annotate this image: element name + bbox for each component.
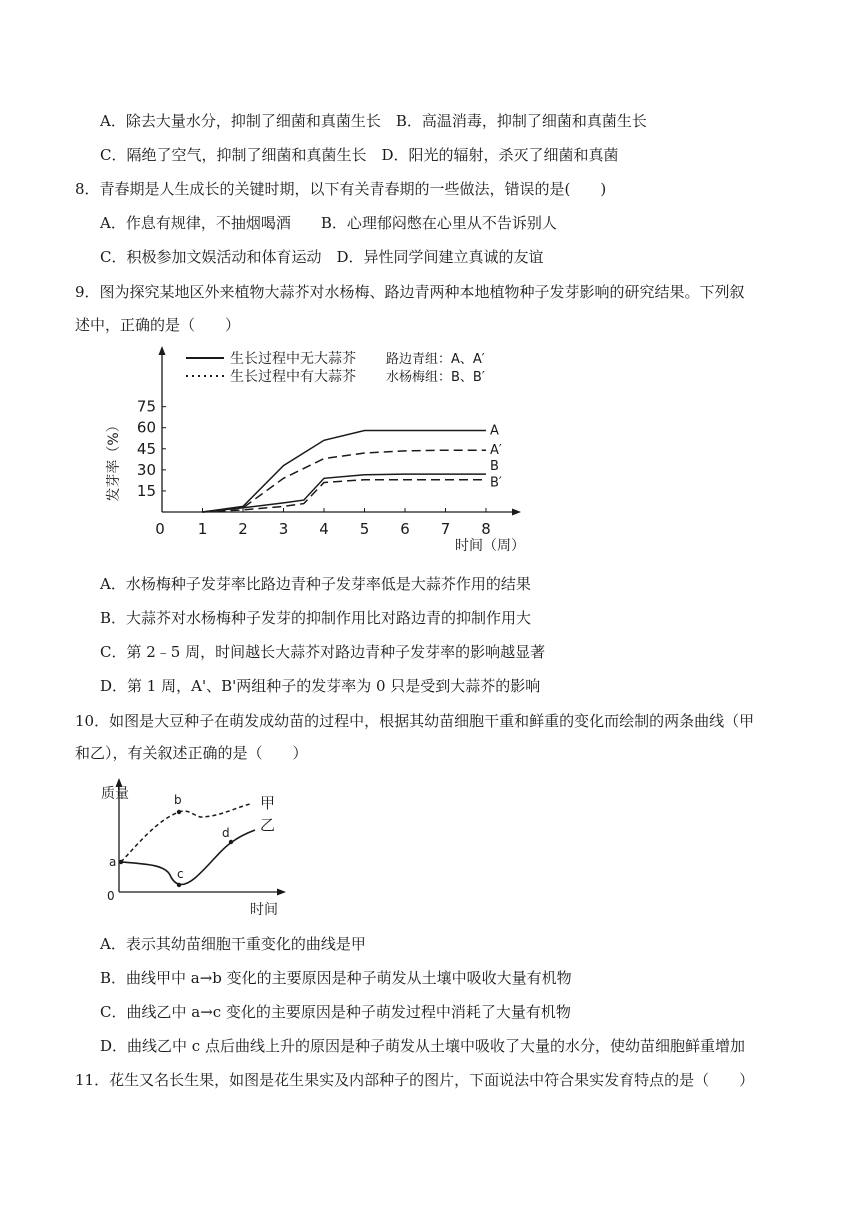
q9-option-a: A．水杨梅种子发芽率比路边青种子发芽率低是大蒜芥作用的结果	[100, 575, 531, 593]
q11-stem: 11．花生又名长生果，如图是花生果实及内部种子的图片，下面说法中符合果实发育特点的是（ ）	[75, 1071, 755, 1089]
point-b-marker	[177, 810, 181, 814]
y-tick-label: 30	[136, 460, 156, 479]
q9-option-d: D．第 1 周，A'、B'两组种子的发芽率为 0 只是受到大蒜芥的影响	[100, 677, 541, 695]
chart2-ylabel-1: 质量	[101, 786, 129, 802]
chart-ticks	[137, 398, 491, 538]
series-line-1	[203, 450, 487, 512]
legend-group-b: 水杨梅组：B、B′	[386, 370, 485, 385]
x-tick-label: 1	[197, 520, 208, 538]
legend-group-a: 路边青组：A、A′	[386, 352, 485, 367]
y-tick-label: 60	[136, 418, 156, 437]
series-label-1: A′	[490, 443, 502, 459]
chart-legend	[186, 350, 485, 385]
point-a-label: a	[109, 855, 117, 869]
point-b-label: b	[174, 793, 182, 807]
curve-jia-label: 甲	[260, 794, 276, 812]
y-tick-label: 75	[136, 397, 156, 416]
q10-stem-line1: 10．如图是大豆种子在萌发成幼苗的过程中，根据其幼苗细胞干重和鲜重的变化而绘制的两条曲线（甲	[75, 712, 755, 730]
q8-option-ab: A．作息有规律，不抽烟喝酒 B．心理郁闷憋在心里从不告诉别人	[100, 214, 557, 232]
chart-ylabel: 发芽率（%）	[106, 418, 122, 502]
x-axis-arrow	[277, 889, 286, 896]
x-tick-label: 4	[319, 520, 329, 538]
x-tick-label: 8	[481, 520, 491, 538]
x-axis-arrow	[512, 509, 521, 516]
q10-option-c: C．曲线乙中 a→c 变化的主要原因是种子萌发过程中消耗了大量有机物	[100, 1003, 571, 1021]
point-c-label: c	[177, 867, 184, 881]
series-label-0: A	[490, 423, 499, 439]
legend-solid-label: 生长过程中无大蒜芥	[230, 351, 356, 367]
q8-option-cd: C．积极参加文娱活动和体育运动 D．异性同学间建立真诚的友谊	[100, 248, 544, 266]
legend-dotted-label: 生长过程中有大蒜芥	[230, 369, 356, 385]
q10-stem-line2: 和乙），有关叙述正确的是（ ）	[75, 744, 308, 762]
q9-stem-line2: 述中，正确的是（ ）	[75, 316, 241, 334]
point-d-label: d	[222, 826, 230, 840]
series-label-3: B′	[490, 475, 502, 491]
x-tick-label: 7	[440, 520, 451, 538]
q7-option-cd: C．隔绝了空气，抑制了细菌和真菌生长 D．阳光的辐射，杀灭了细菌和真菌	[100, 146, 619, 164]
curve-yi	[121, 830, 255, 884]
curve-yi-label: 乙	[260, 816, 276, 834]
y-axis-arrow	[159, 346, 166, 355]
q10-option-d: D．曲线乙中 c 点后曲线上升的原因是种子萌发从土壤中吸收了大量的水分，使幼苗细胞鲜重增加	[100, 1037, 745, 1055]
point-a-marker	[119, 860, 123, 864]
q9-option-b: B．大蒜芥对水杨梅种子发芽的抑制作用比对路边青的抑制作用大	[100, 609, 532, 627]
q8-stem: 8．青春期是人生成长的关键时期，以下有关青春期的一些做法，错误的是( )	[75, 180, 607, 198]
germination-rate-chart	[100, 340, 540, 560]
series-label-2: B	[490, 459, 499, 475]
x-tick-label: 2	[238, 520, 248, 538]
series-line-0	[203, 431, 487, 513]
chart2-origin: 0	[107, 889, 115, 903]
x-tick-label: 5	[359, 520, 370, 538]
chart2-xlabel: 时间	[250, 902, 278, 918]
y-tick-label: 15	[136, 481, 156, 500]
x-tick-label: 0	[155, 520, 165, 538]
x-tick-label: 3	[278, 520, 289, 538]
point-d-marker	[229, 840, 233, 844]
q7-option-ab: A．除去大量水分，抑制了细菌和真菌生长 B．高温消毒，抑制了细菌和真菌生长	[100, 112, 647, 130]
point-c-marker	[177, 883, 181, 887]
q10-option-a: A．表示其幼苗细胞干重变化的曲线是甲	[100, 935, 366, 953]
curve-jia	[121, 804, 250, 862]
q10-option-b: B．曲线甲中 a→b 变化的主要原因是种子萌发从土壤中吸收大量有机物	[100, 969, 572, 987]
x-tick-label: 6	[400, 520, 410, 538]
chart-series	[203, 424, 502, 512]
chart-xlabel: 时间（周）	[455, 538, 525, 554]
seedling-mass-chart	[95, 770, 295, 920]
q9-stem-line1: 9．图为探究某地区外来植物大蒜芥对水杨梅、路边青两种本地植物种子发芽影响的研究结果。下列叙	[75, 283, 745, 301]
q9-option-c: C．第 2﹣5 周，时间越长大蒜芥对路边青种子发芽率的影响越显著	[100, 643, 546, 661]
y-tick-label: 45	[136, 439, 156, 458]
